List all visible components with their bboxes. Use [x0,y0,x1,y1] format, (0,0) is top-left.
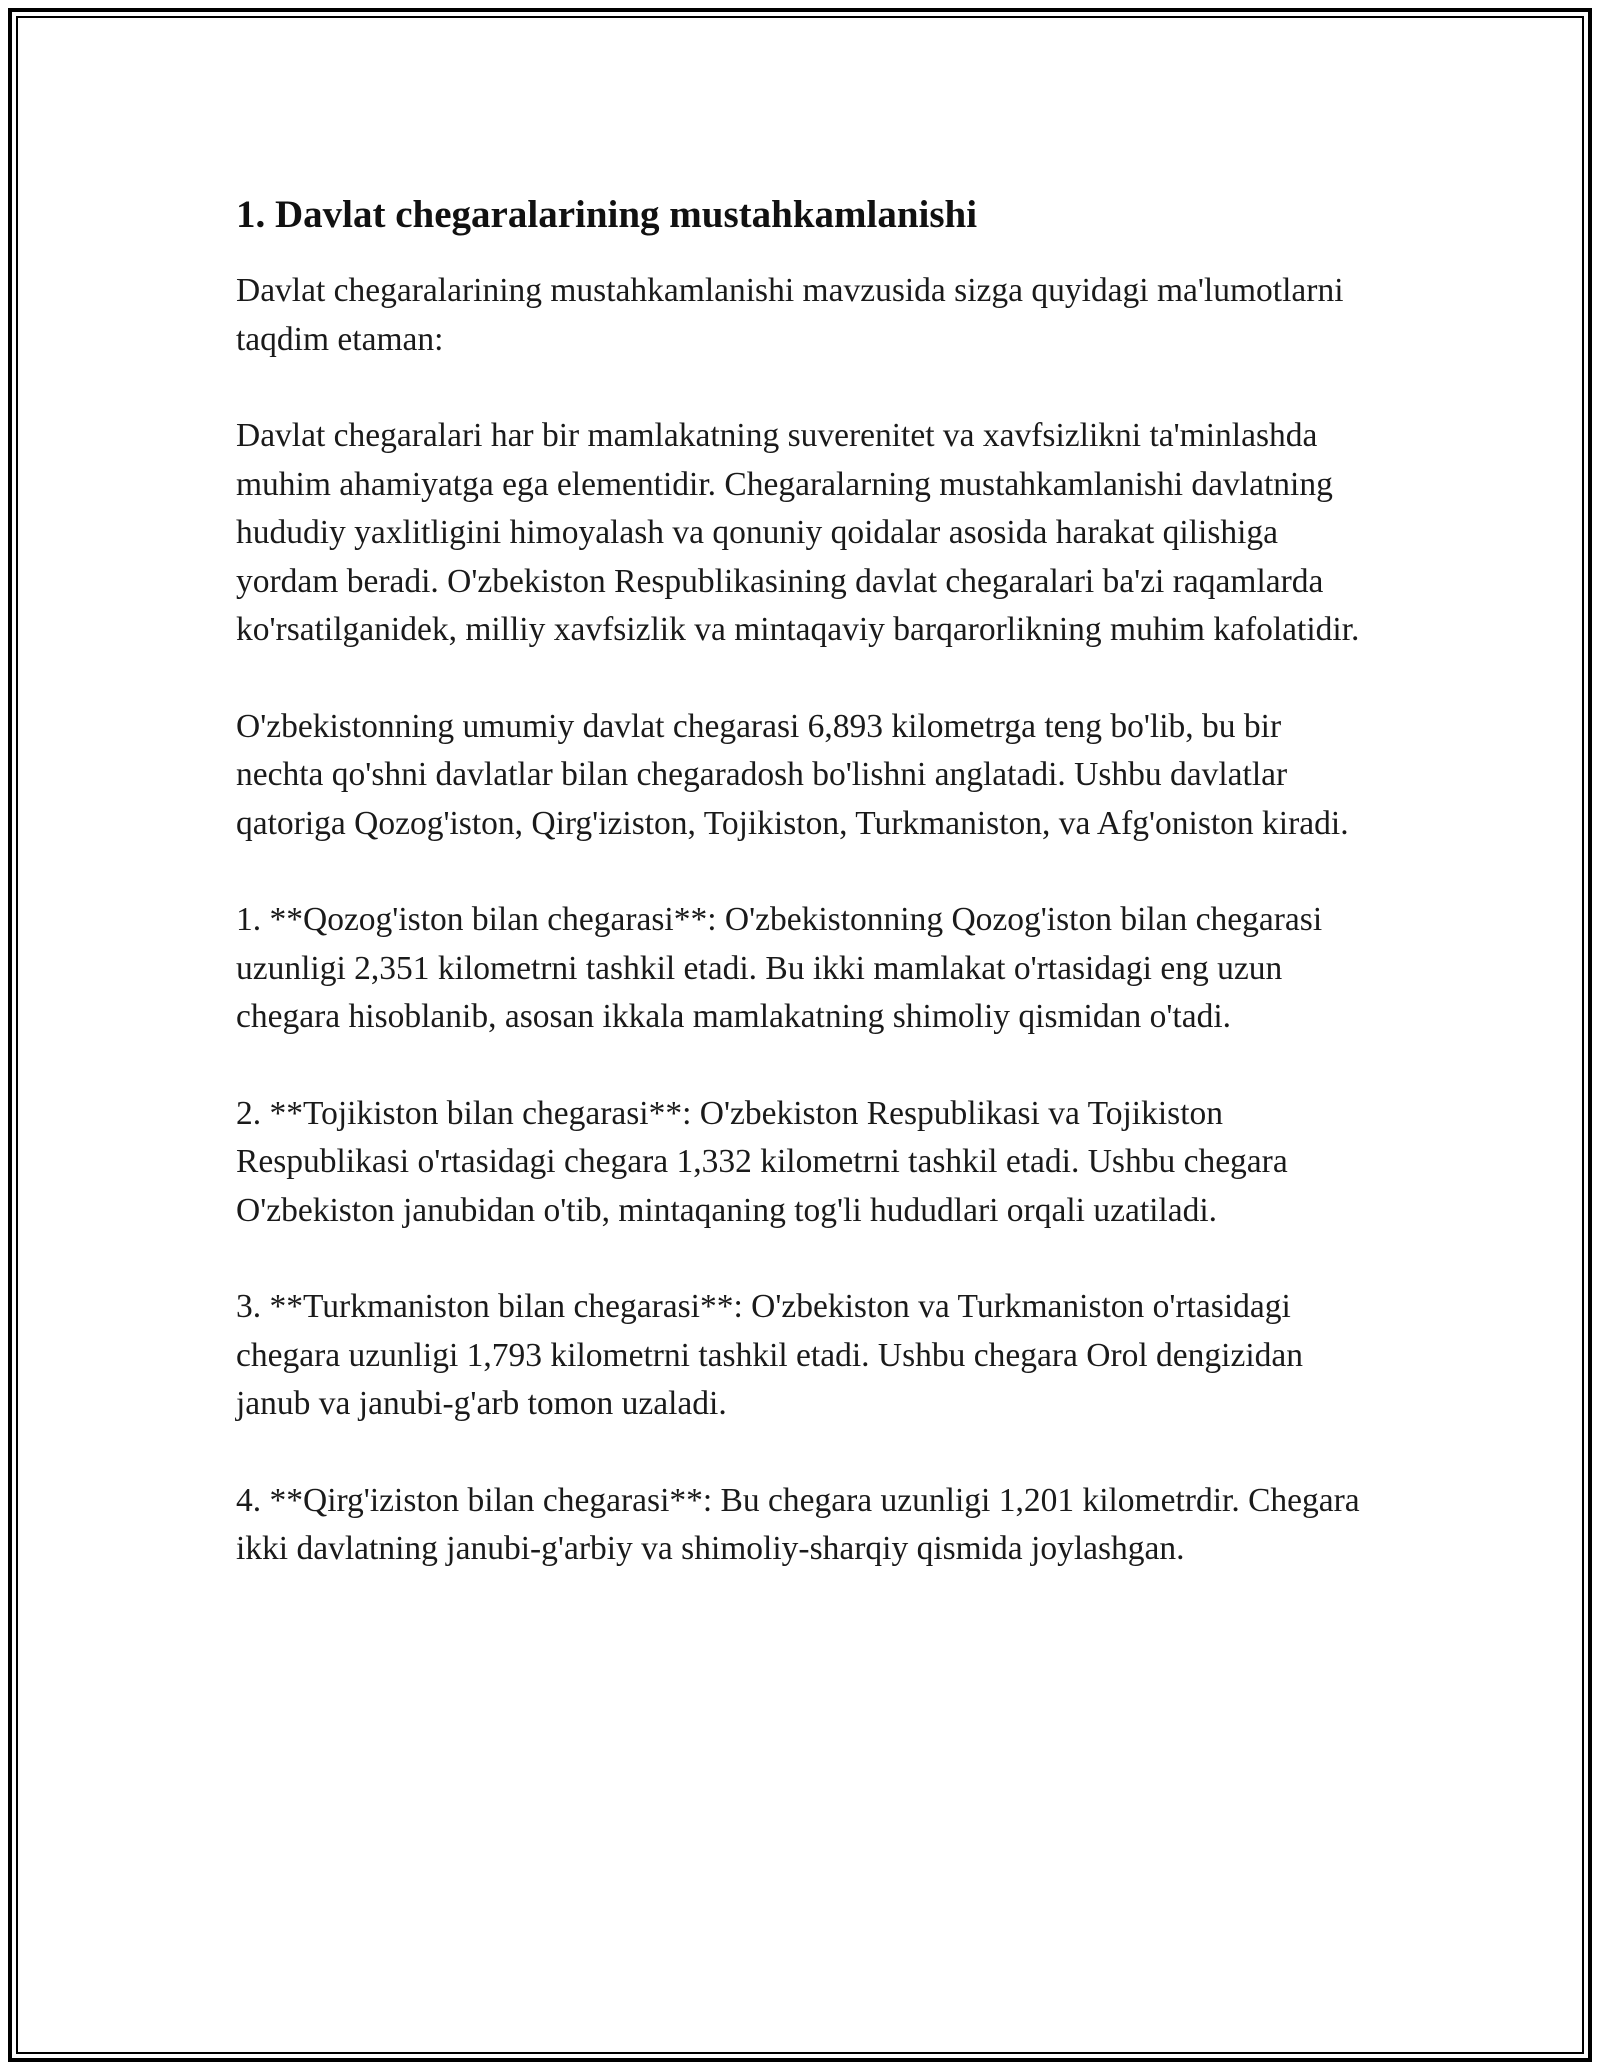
intro-paragraph: Davlat chegaralarining mustahkamlanishi mavzusida sizga quyidagi ma'lumotlarni taqdim etaman: [236,272,1344,358]
list-item-kazakhstan: 1. **Qozog'iston bilan chegarasi**: O'zbekistonning Qozog'iston bilan chegarasi uzunligi 2,351 kilometrni tashkil etadi. Bu ikki mamlakat o'rtasidagi eng uzun chegara hisoblanib, asosan ikkala mamlakatning shimoliy qismidan o'tadi. [236,901,1323,1035]
total-border-paragraph: O'zbekistonning umumiy davlat chegarasi 6,893 kilometrga teng bo'lib, bu bir nechta qo'shni davlatlar bilan chegaradosh bo'lishni anglatadi. Ushbu davlatlar qatoriga Qozog'iston, Qirg'iziston, Tojikiston, Turkmaniston, va Afg'oniston kiradi. [236,707,1349,842]
borders-importance-paragraph: Davlat chegaralari har bir mamlakatning suverenitet va xavfsizlikni ta'minlashda muhim ahamiyatga ega elementidir. Chegaralarning mustahkamlanishi davlatning hududiy yaxlitligini himoyalash va qonuniy qoidalar asosida harakat qilishiga yordam beradi. O'zbekiston Respublikasining davlat chegaralari ba'zi raqamlarda ko'rsatilganidek, milliy xavfsizlik va mintaqaviy barqarorlikning muhim kafolatidir. [236,417,1360,648]
section-heading: 1. Davlat chegaralarining mustahkamlanishi [236,193,978,236]
document-body [236,185,1371,1622]
list-item-tajikistan: 2. **Tojikiston bilan chegarasi**: O'zbekiston Respublikasi va Tojikiston Respublikasi o'rtasidagi chegara 1,332 kilometrni tashkil etadi. Ushbu chegara O'zbekiston janubidan o'tib, mintaqaning tog'li hududlari orqali uzatiladi. [236,1094,1288,1229]
list-item-turkmenistan: 3. **Turkmaniston bilan chegarasi**: O'zbekiston va Turkmaniston o'rtasidagi chegara uzunligi 1,793 kilometrni tashkil etadi. Ushbu chegara Orol dengizidan janub va janubi-g'arb tomon uzaladi. [236,1288,1304,1422]
list-item-kyrgyzstan: 4. **Qirg'iziston bilan chegarasi**: Bu chegara uzunligi 1,201 kilometrdir. Chegara ikki davlatning janubi-g'arbiy va shimoliy-sharqiy qismida joylashgan. [236,1481,1360,1567]
